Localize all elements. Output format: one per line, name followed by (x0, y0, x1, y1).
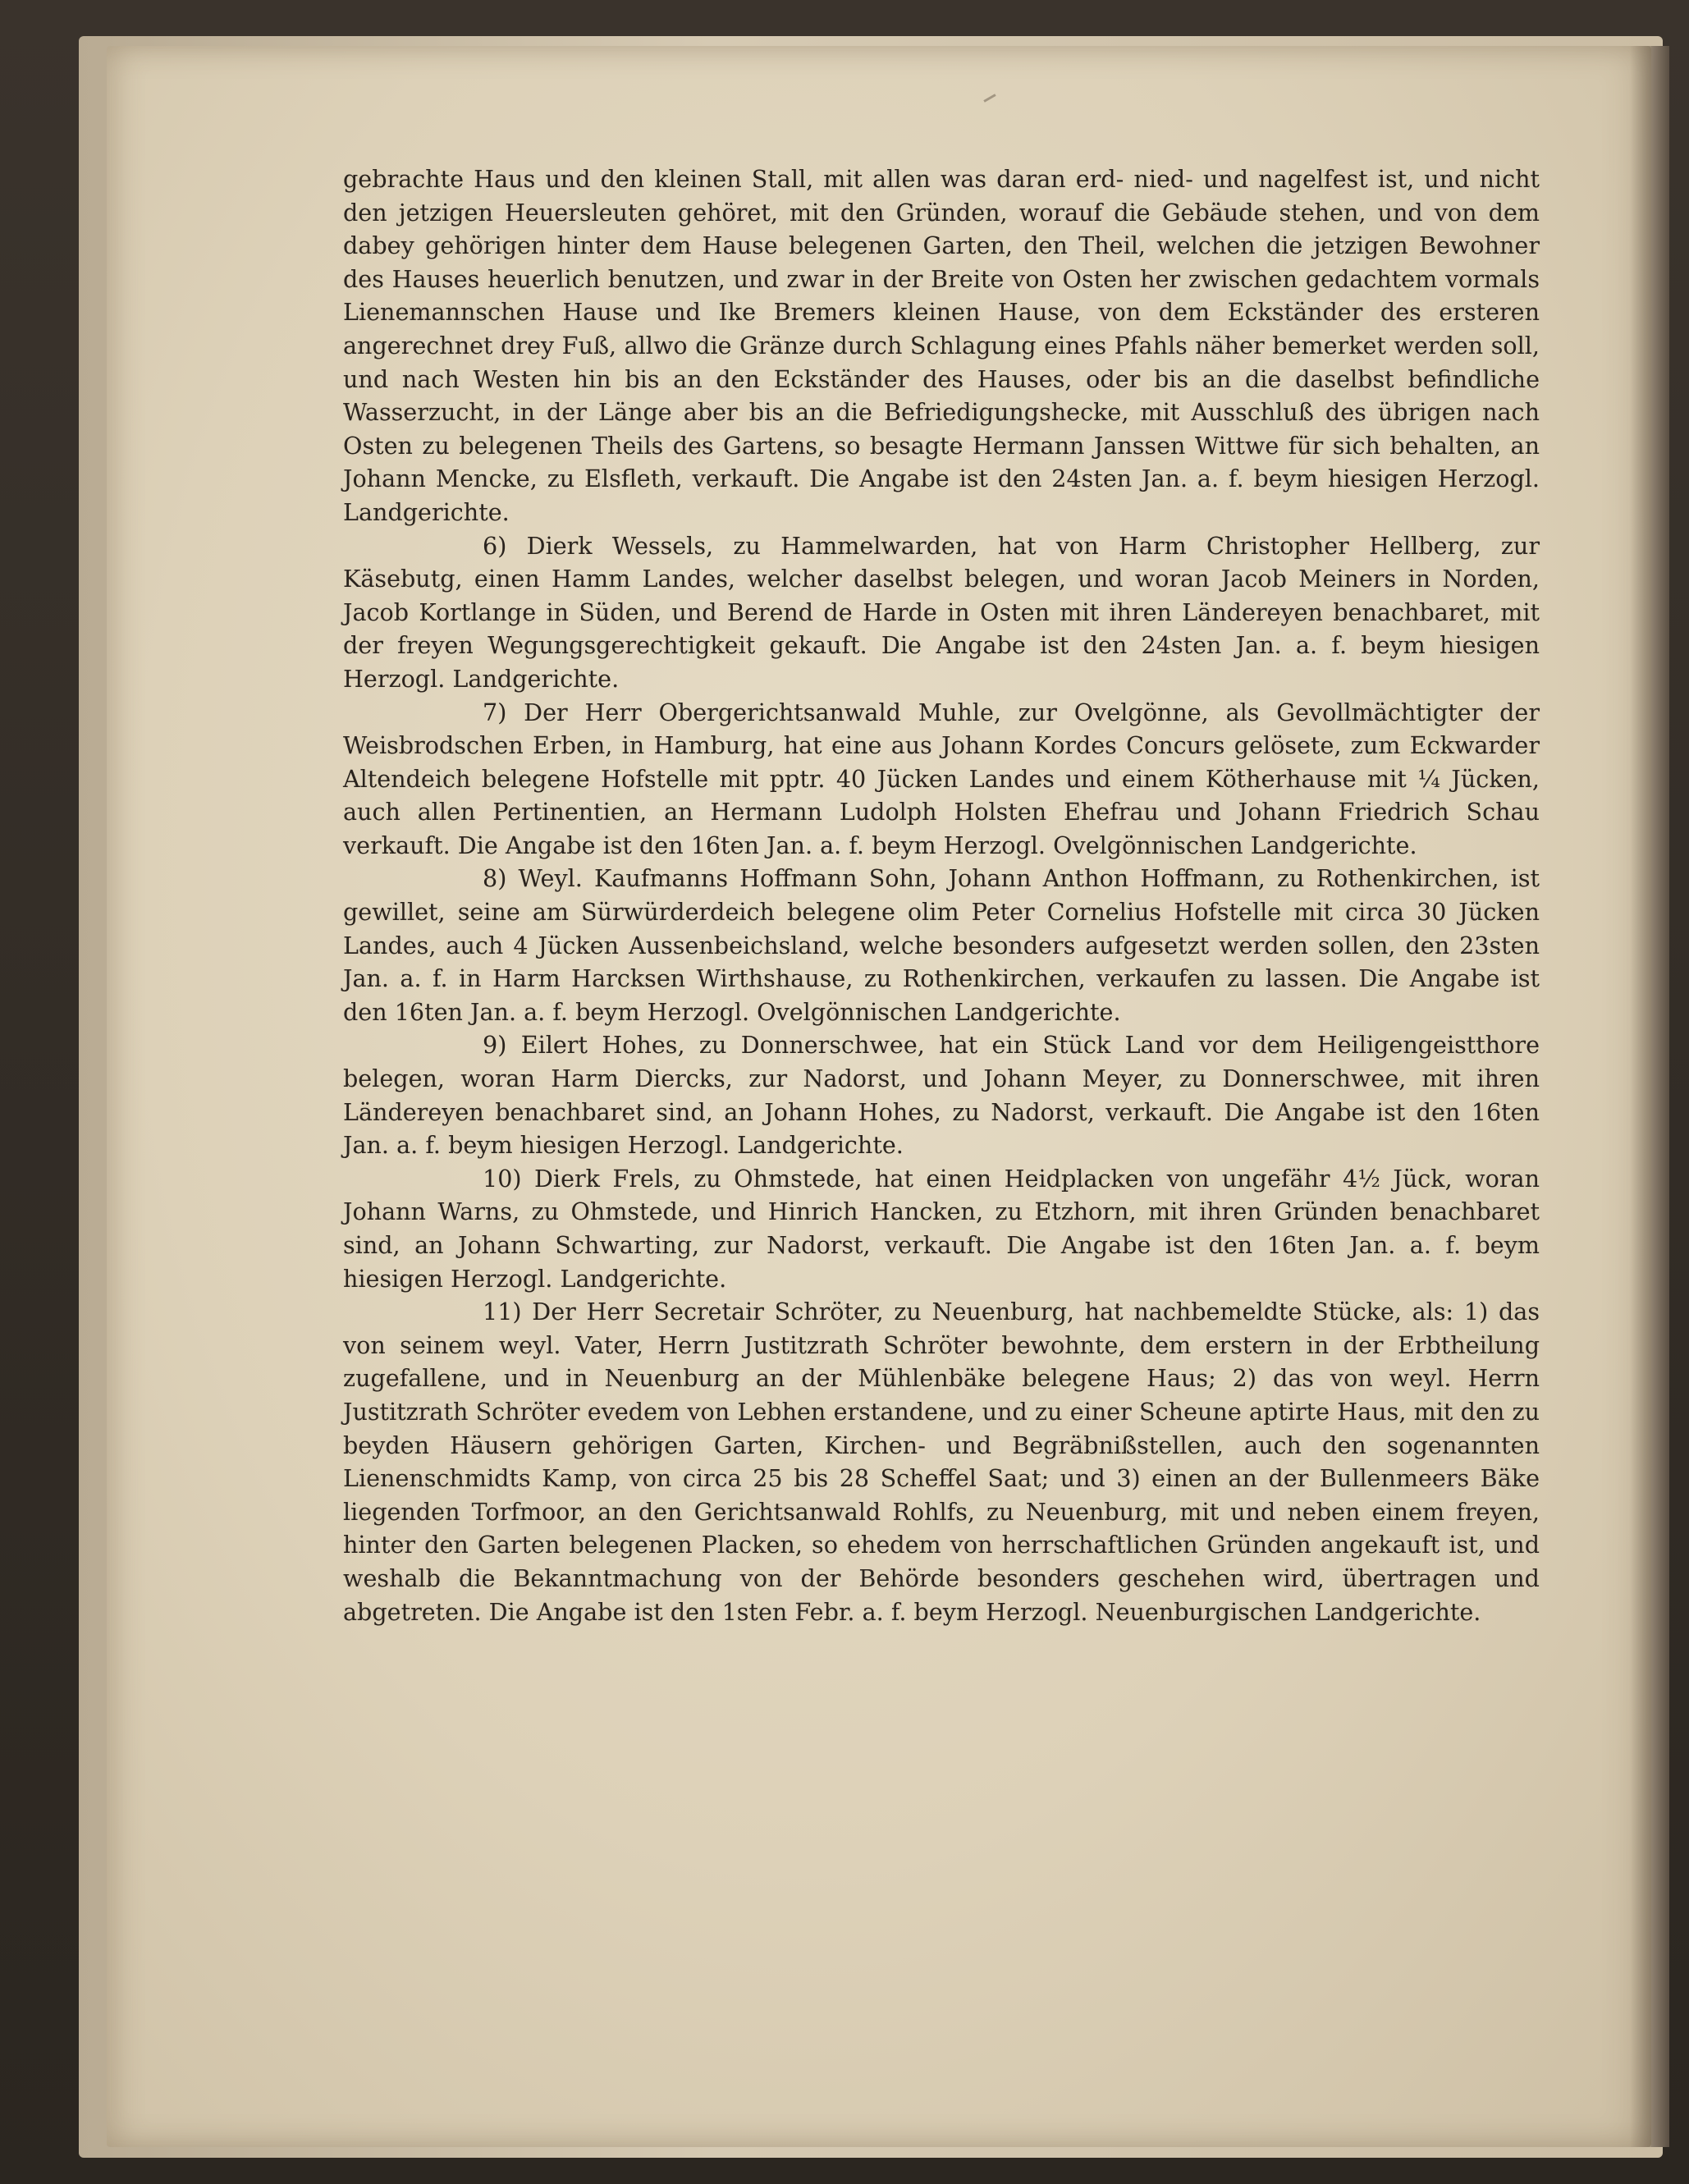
paragraph-intro: gebrachte Haus und den kleinen Stall, mit allen was daran erd- nied- und nagelfest ist, und nicht den jetzigen Heuersleuten gehöret, mit den Gründen, worauf die Gebäude stehen, und von dem dabey gehörigen hinter dem Hause belegenen Garten, den Theil, welchen die jetzigen Bewohner des Hauses heuerlich benutzen, und zwar in der Breite von Osten her zwischen gedachtem vormals Lienemannschen Hause und Ike Bremers kleinen Hause, von dem Eckständer des ersteren angerechnet drey Fuß, allwo die Gränze durch Schlagung eines Pfahls näher bemerket werden soll, und nach Westen hin bis an den Eckständer des Hauses, oder bis an die daselbst befindliche Wasserzucht, in der Länge aber bis an die Befriedigungshecke, mit Ausschluß des übrigen nach Osten zu belegenen Theils des Gartens, so besagte Hermann Janssen Wittwe für sich behalten, an Johann Mencke, zu Elsfleth, verkauft. Die Angabe ist den 24sten Jan. a. f. beym hiesigen Herzogl. Landgerichte. (343, 165, 1540, 526)
ink-speck (983, 94, 996, 103)
paragraph-item-7: 7) Der Herr Obergerichtsanwald Muhle, zur Ovelgönne, als Gevollmächtigter der Weisbrodschen Erben, in Hamburg, hat eine aus Johann Kordes Concurs gelösete, zum Eckwarder Altendeich belegene Hofstelle mit pptr. 40 Jücken Landes und einem Kötherhause mit ¼ Jücken, auch allen Pertinentien, an Hermann Ludolph Holsten Ehefrau und Johann Friedrich Schau verkauft. Die Angabe ist den 16ten Jan. a. f. beym Herzogl. Ovelgönnischen Landgerichte. (343, 698, 1540, 859)
body-text (343, 163, 1540, 1628)
paragraph-item-10: 10) Dierk Frels, zu Ohmstede, hat einen Heidplacken von ungefähr 4½ Jück, woran Johann Warns, zu Ohmstede, und Hinrich Hancken, zu Etzhorn, mit ihren Gründen benachbaret sind, an Johann Schwarting, zur Nadorst, verkauft. Die Angabe ist den 16ten Jan. a. f. beym hiesigen Herzogl. Landgerichte. (343, 1164, 1540, 1293)
binding-shadow (1651, 46, 1669, 2147)
paragraph-item-11: 11) Der Herr Secretair Schröter, zu Neuenburg, hat nachbemeldte Stücke, als: 1) das von seinem weyl. Vater, Herrn Justitzrath Schröter bewohnte, dem erstern in der Erbtheilung zugefallene, und in Neuenburg an der Mühlenbäke belegene Haus; 2) das von weyl. Herrn Justitzrath Schröter evedem von Lebhen erstandene, und zu einer Scheune aptirte Haus, mit den zu beyden Häusern gehörigen Garten, Kirchen- und Begräbnißstellen, auch den sogenannten Lienenschmidts Kamp, von circa 25 bis 28 Scheffel Saat; und 3) einen an der Bullenmeers Bäke liegenden Torfmoor, an den Gerichtsanwald Rohlfs, zu Neuenburg, mit und neben einem freyen, hinter den Garten belegenen Placken, so ehedem von herrschaftlichen Gründen angekauft ist, und weshalb die Bekanntmachung von der Behörde besonders geschehen wird, übertragen und abgetreten. Die Angabe ist den 1sten Febr. a. f. beym Herzogl. Neuenburgischen Landgerichte. (343, 1298, 1540, 1626)
paragraph-item-9: 9) Eilert Hohes, zu Donnerschwee, hat ein Stück Land vor dem Heiligengeistthore belegen, woran Harm Diercks, zur Nadorst, und Johann Meyer, zu Donnerschwee, mit ihren Ländereyen benachbaret sind, an Johann Hohes, zu Nadorst, verkauft. Die Angabe ist den 16ten Jan. a. f. beym hiesigen Herzogl. Landgerichte. (343, 1031, 1540, 1160)
paragraph-item-8: 8) Weyl. Kaufmanns Hoffmann Sohn, Johann Anthon Hoffmann, zu Rothenkirchen, ist gewillet, seine am Sürwürderdeich belegene olim Peter Cornelius Hofstelle mit circa 30 Jücken Landes, auch 4 Jücken Aussenbeichsland, welche besonders aufgesetzt werden sollen, den 23sten Jan. a. f. in Harm Harcksen Wirthshause, zu Rothenkirchen, verkaufen zu lassen. Die Angabe ist den 16ten Jan. a. f. beym Herzogl. Ovelgönnischen Landgerichte. (343, 864, 1540, 1026)
paragraph-item-6: 6) Dierk Wessels, zu Hammelwarden, hat von Harm Christopher Hellberg, zur Käsebutg, einen Hamm Landes, welcher daselbst belegen, und woran Jacob Meiners in Norden, Jacob Kortlange in Süden, und Berend de Harde in Osten mit ihren Ländereyen benachbaret, mit der freyen Wegungsgerechtigkeit gekauft. Die Angabe ist den 24sten Jan. a. f. beym hiesigen Herzogl. Landgerichte. (343, 531, 1540, 693)
